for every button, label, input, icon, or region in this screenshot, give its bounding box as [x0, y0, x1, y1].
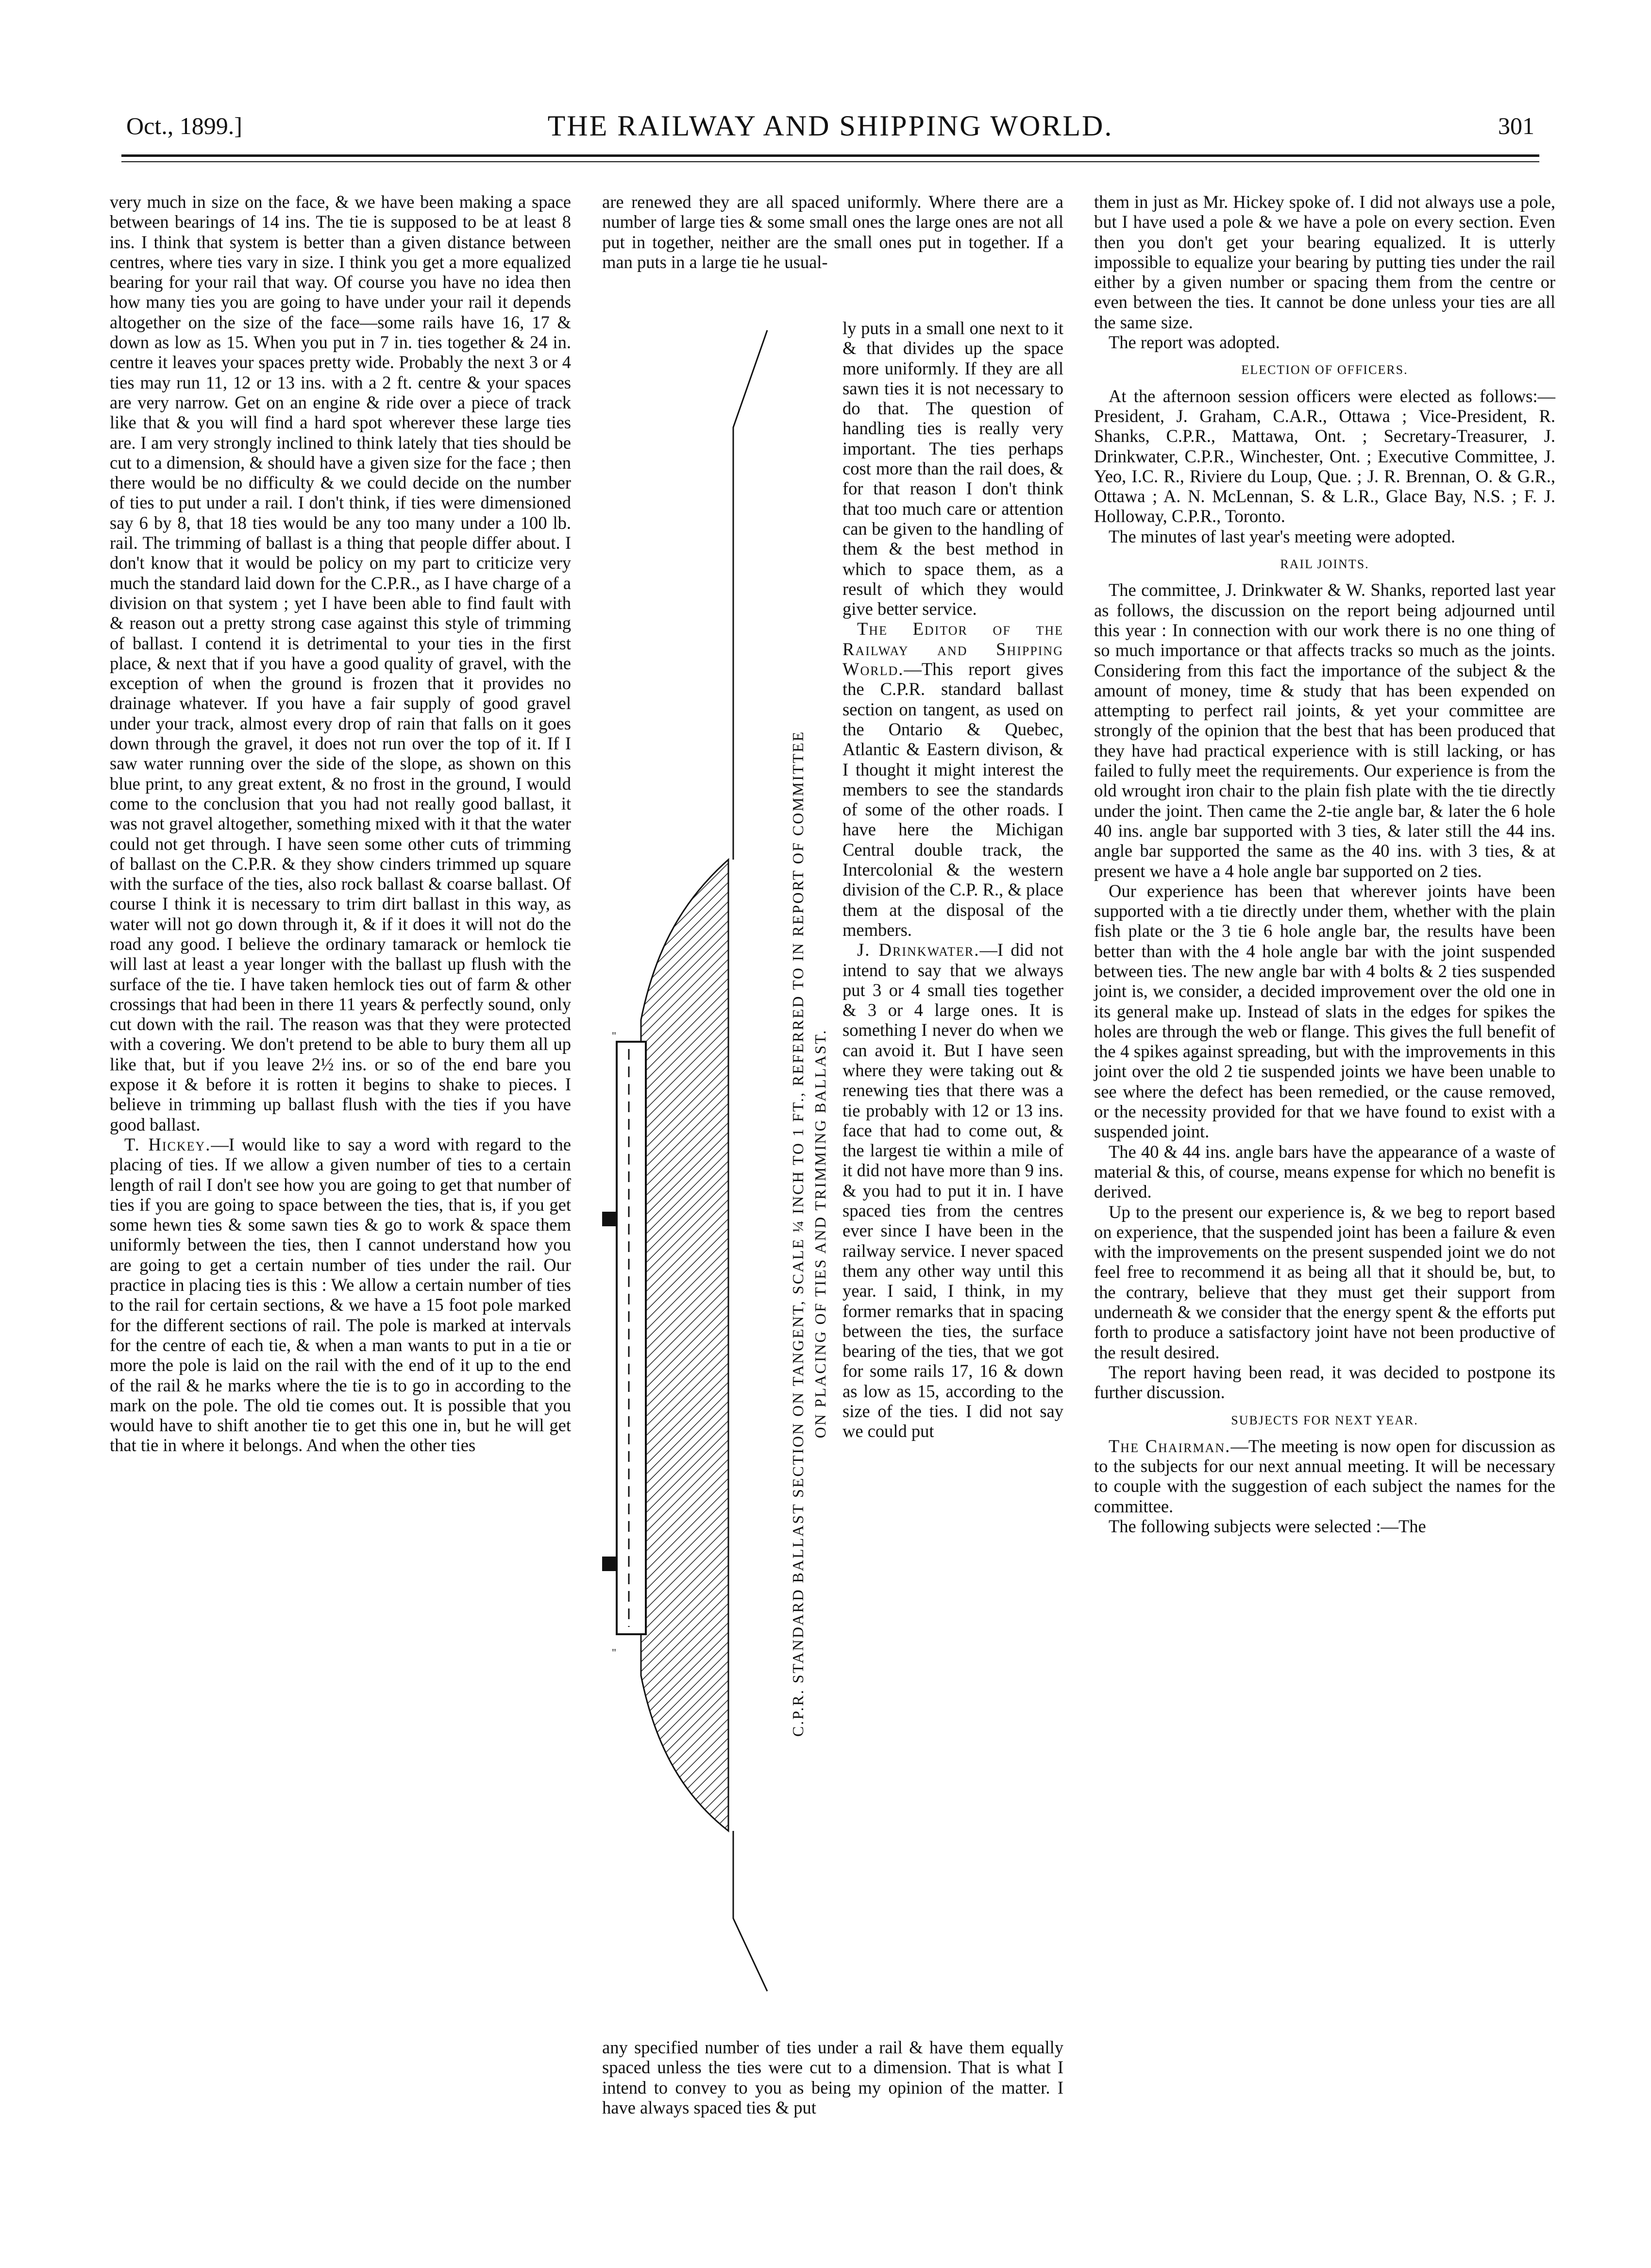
col3-paragraph-3: At the afternoon session officers were elected as follows:—President, J. Graham, C.A.R., Ottawa ; Vice-President, R. Shanks, C.P.R., Mattawa, Ont. ; Secretary-Treasurer, J. Drinkwater, C.P.R., Winchester, Ont. ; Executive Committee, J. Yeo, I.C. R., Riviere du Loup, Que. ; J. R. Brennan, O. & G.R., Ottawa ; A. N. McLennan, S. & L.R., Glace Bay, N.S. ; F. J. Holloway, C.P.R., Toronto. — [1094, 386, 1555, 526]
col3-paragraph-1: them in just as Mr. Hickey spoke of. I did not always use a pole, but I have used a pole & we have a pole on every section. Even then you don't get your bearing equalized. It is utterly impossible to equalize your bearing by putting ties under the rail either by a given number or spacing them from the centre or even between the ties. It cannot be done unless your ties are all the same size. — [1094, 192, 1555, 332]
col3-paragraph-10 — [1094, 1436, 1555, 1516]
column-3 — [1094, 192, 1555, 1536]
figure-caption-wrap — [765, 554, 853, 1913]
issue-date: Oct., 1899.] — [126, 112, 242, 139]
ballast-hatch — [641, 860, 728, 1831]
rail-top — [602, 1202, 617, 1236]
col3-paragraph-4: The minutes of last year's meeting were adopted. — [1109, 526, 1456, 546]
col3-paragraph-5: The committee, J. Drinkwater & W. Shanks, reported last year as follows, the discussion on the report being adjourned until this year : In connection with our work there is no one thing of so much importance or that affects tracks so much as the joints. Considering from this fact the importance of the subject & the amount of money, time & study that has been expended on attempting to perfect rail joints, & yet your committee are strongly of the opinion that the best that has been produced that they have had practical experience with is still lacking, or has failed to fully meet the requirements. Our experience is from the old wrought iron chair to the plain fish plate with the tie directly under the joint. Then came the 2-tie angle bar, & later the 6 hole 40 ins. angle bar supported with 3 ties, & later still the 44 ins. angle bar supported the same as the 40 ins. with 3 ties, & at present we have a 4 hole angle bar supported on 2 ties. — [1094, 580, 1555, 881]
col2-bottom-paragraph: any specified number of ties under a rail & have them equally spaced unless the ties were cut to a dimension. That is what I intend to convey to you as being my opinion of the matter. I have always spaced ties & put — [602, 2037, 1063, 2117]
col3-paragraph-8: Up to the present our experience is, & we beg to report based on experience, that the suspended joint has been a failure & even with the improvements on the present suspended joint we do not feel free to recommend it as being all that it should be, but, to the contrary, believe that they must get their support from underneath & we consider that the energy spent & the efforts put forth to produce a satisfactory joint have not been productive of the result desired. — [1094, 1202, 1555, 1362]
page-header — [121, 107, 1539, 146]
header-rule-thick — [121, 154, 1539, 157]
speaker-hickey: T. Hickey. — [124, 1134, 211, 1154]
col3-paragraph-11: The following subjects were selected :—The — [1109, 1516, 1426, 1536]
slope-top — [733, 330, 767, 860]
col2-paragraph-2-text: —This report gives the C.P.R. standard ballast section on tangent, as used on the Ontario & Quebec, Atlantic & Eastern divison, & I thought it might interest the members to see the standards of some of the other roads. I have here the Michigan Central double track, the Intercolonial & the western division of the C.P. R., & place them at the disposal of the members. — [842, 659, 1063, 940]
col2-paragraph-3-text: —I did not intend to say that we always put 3 or 4 small ties together & 3 or 4 large ones. It is something I never do when we can avoid it. But I have seen where they were taking out & renewing ties that there was a tie probably with 12 or 13 ins. face that had to come out, & the largest tie within a mile of it did not have more than 9 ins. & you had to put it in. I have spaced ties from the centres ever since I have been in the railway service. I never spaced them any other way until this year. I said, I think, in my former remarks that in spacing between the ties, the surface bearing of the ties, that we got for some rails 17, 16 & down as low as 15, according to the size of the ties. I did not say we could put — [842, 940, 1063, 1441]
col1-paragraph-2 — [110, 1134, 571, 1456]
slope-bottom — [733, 1831, 767, 1991]
column-2-narrow — [842, 318, 1063, 1441]
col3-paragraph-9: The report having been read, it was decided to postpone its further discussion. — [1094, 1362, 1555, 1403]
column-2-bottom — [602, 2037, 1063, 2117]
col3-paragraph-6: Our experience has been that wherever joints have been supported with a tie directly under them, whether with the plain fish plate or the 3 tie 6 hole angle bar, the results have been better than with the 4 hole angle bar with the joint suspended between ties. The new angle bar with 4 bolts & 2 ties suspended joint is, we consider, a decided improvement over the old one in its general make up. Instead of slats in the edges for spikes the holes are through the web or flange. This gives the full benefit of the 4 spikes against spreading, but with the improvements in this joint over the old 2 tie suspended joints we have been unable to see where the defect has been remedied, or the cause removed, or the necessity provided for that we have found to exist with a suspended joint. — [1094, 880, 1555, 1142]
section-heading-election: ELECTION OF OFFICERS. — [1241, 363, 1408, 377]
tie-rect — [617, 1042, 646, 1634]
figure-caption-line-1: C.P.R. STANDARD BALLAST SECTION ON TANGENT, SCALE ¼ INCH TO 1 FT., REFERRED TO IN REPORT OF COMMITTEE — [789, 730, 807, 1737]
col2-top-paragraph: are renewed they are all spaced uniformly. Where there are a number of large ties & some small ones the large ones are not all put in together, neither are the small ones put in together. If a man puts in a large tie he usual- — [602, 192, 1063, 272]
col1-paragraph-2-text: —I would like to say a word with regard to the placing of ties. If we allow a given number of ties to a certain length of rail I don't see how you are going to get that number of ties if you are going to space between the ties, that is, if you get some hewn ties & some sawn ties & go to work & space them uniformly between the ties, then I cannot understand how you are going to get a certain number of ties under the rail. Our practice in placing ties is this : We allow a certain number of ties to the rail for certain sections, & we have a 15 foot pole marked for the different sections of rail. The pole is marked at intervals for the centre of each tie, & when a man wants to put in a tie or more the pole is laid on the rail with the end of it up to the end of the rail & he marks where the tie is to go in according to the mark on the pole. The old tie comes out. It is possible that you would have to shift another tie to get this one in, but he will get that tie in where it belongs. And when the other ties — [110, 1134, 572, 1456]
dim-mark-bottom: " — [612, 1646, 616, 1659]
col2-paragraph-1: ly puts in a small one next to it & that divides up the space more uniformly. If they are all sawn ties it is not necessary to do that. The question of handling ties is really very important. The ties perhaps cost more than the rail does, & for that reason I don't think that too much care or attention can be given to the handling of them & the best method in which to space them, as a result of which they would give better service. — [842, 318, 1063, 619]
col3-paragraph-2: The report was adopted. — [1109, 332, 1280, 353]
col3-paragraph-10-text: —The meeting is now open for discussion as to the subjects for our next annual meeting. It will be necessary to couple with the suggestion of each subject the names for the committee. — [1094, 1436, 1555, 1516]
dim-mark-top: " — [612, 1030, 616, 1042]
column-1 — [110, 192, 571, 1456]
section-heading-subjects: SUBJECTS FOR NEXT YEAR. — [1231, 1413, 1418, 1427]
figure-caption-line-2: ON PLACING OF TIES AND TRIMMING BALLAST. — [811, 1029, 829, 1439]
col2-paragraph-2 — [842, 619, 1063, 940]
speaker-chairman: The Chairman. — [1109, 1436, 1231, 1456]
speaker-drinkwater: J. Drinkwater. — [857, 940, 980, 960]
rail-bottom — [602, 1547, 617, 1581]
col2-paragraph-3 — [842, 940, 1063, 1441]
col3-paragraph-7: The 40 & 44 ins. angle bars have the appearance of a waste of material & this, of course, means expense for which no benefit is derived. — [1094, 1141, 1555, 1202]
col1-paragraph-1: very much in size on the face, & we have been making a space between bearings of 14 ins. The tie is supposed to be at least 8 ins. I think that system is better than a given distance between centres, where ties vary in size. I think you get a more equalized bearing for your rail that way. Of course you have no idea then how many ties you are going to have under your rail it depends altogether on the size of the face—some rails have 16, 17 & down as low as 15. When you put in 7 in. ties together & 24 in. centre it leaves your spaces pretty wide. Probably the next 3 or 4 ties may run 11, 12 or 13 ins. with a 2 ft. centre & your spaces are very narrow. Get on an engine & ride over a piece of track like that & you will find a hard spot wherever these large ties are. I am very strongly inclined to think lately that ties should be cut to a dimension, & should have a given size for the face ; then there would be no difficulty & we could decide on the number of ties to put under a rail. I don't think, if ties were dimensioned say 6 by 8, that 18 ties would be any too many under a 100 lb. rail. The trimming of ballast is a thing that people differ about. I don't know that it would be policy on my part to criticize very much the standard laid down for the C.P.R., as I have charge of a division on that system ; yet I have been able to find fault with & reason out a pretty strong case against this style of trimming of ballast. I contend it is detrimental to your ties in the first place, & next that if you have a good quality of gravel, with the exception of when the ground is frozen that it provides no drainage whatever. If you have a fair supply of good gravel under your track, almost every drop of rain that falls on it goes down through the gravel, it does not run over the top of it. If I saw water running over the side of the slope, as shown on this blue print, to any great extent, & no frost in the ground, I would come to the conclusion that you had not really good ballast, it was not gravel altogether, something mixed with it that the water could not get through. I have seen some other cuts of trimming of ballast on the C.P.R. & they show cinders trimmed up square with the surface of the ties, also rock ballast & coarse ballast. Of course I think it is necessary to trim dirt ballast in this way, as water will not go down through it, & if it does it will not do the road any good. I believe the ordinary tamarack or hemlock tie will last at least a year longer with the ballast up flush with the surface of the tie. I have taken hemlock ties out of farm & other crossings that had been in there 11 years & perfectly sound, only cut down with the rail. The reason was that they were protected with a covering. We don't pretend to be able to bury them all up like that, but if you leave 2½ ins. or so of the end bare you expose it & before it is rotten it begins to shake to pieces. I believe in trimming up ballast flush with the ties if you have good ballast. — [110, 192, 571, 1134]
section-heading-rail-joints: RAIL JOINTS. — [1280, 557, 1369, 572]
page-number: 301 — [1498, 112, 1534, 139]
speaker-editor: The Editor of the Railway and Shipping World. — [842, 619, 1063, 679]
column-2-top — [602, 192, 1063, 272]
journal-title: THE RAILWAY AND SHIPPING WORLD. — [547, 110, 1113, 142]
figure-caption — [787, 554, 831, 1913]
header-rule-thin — [121, 161, 1539, 162]
